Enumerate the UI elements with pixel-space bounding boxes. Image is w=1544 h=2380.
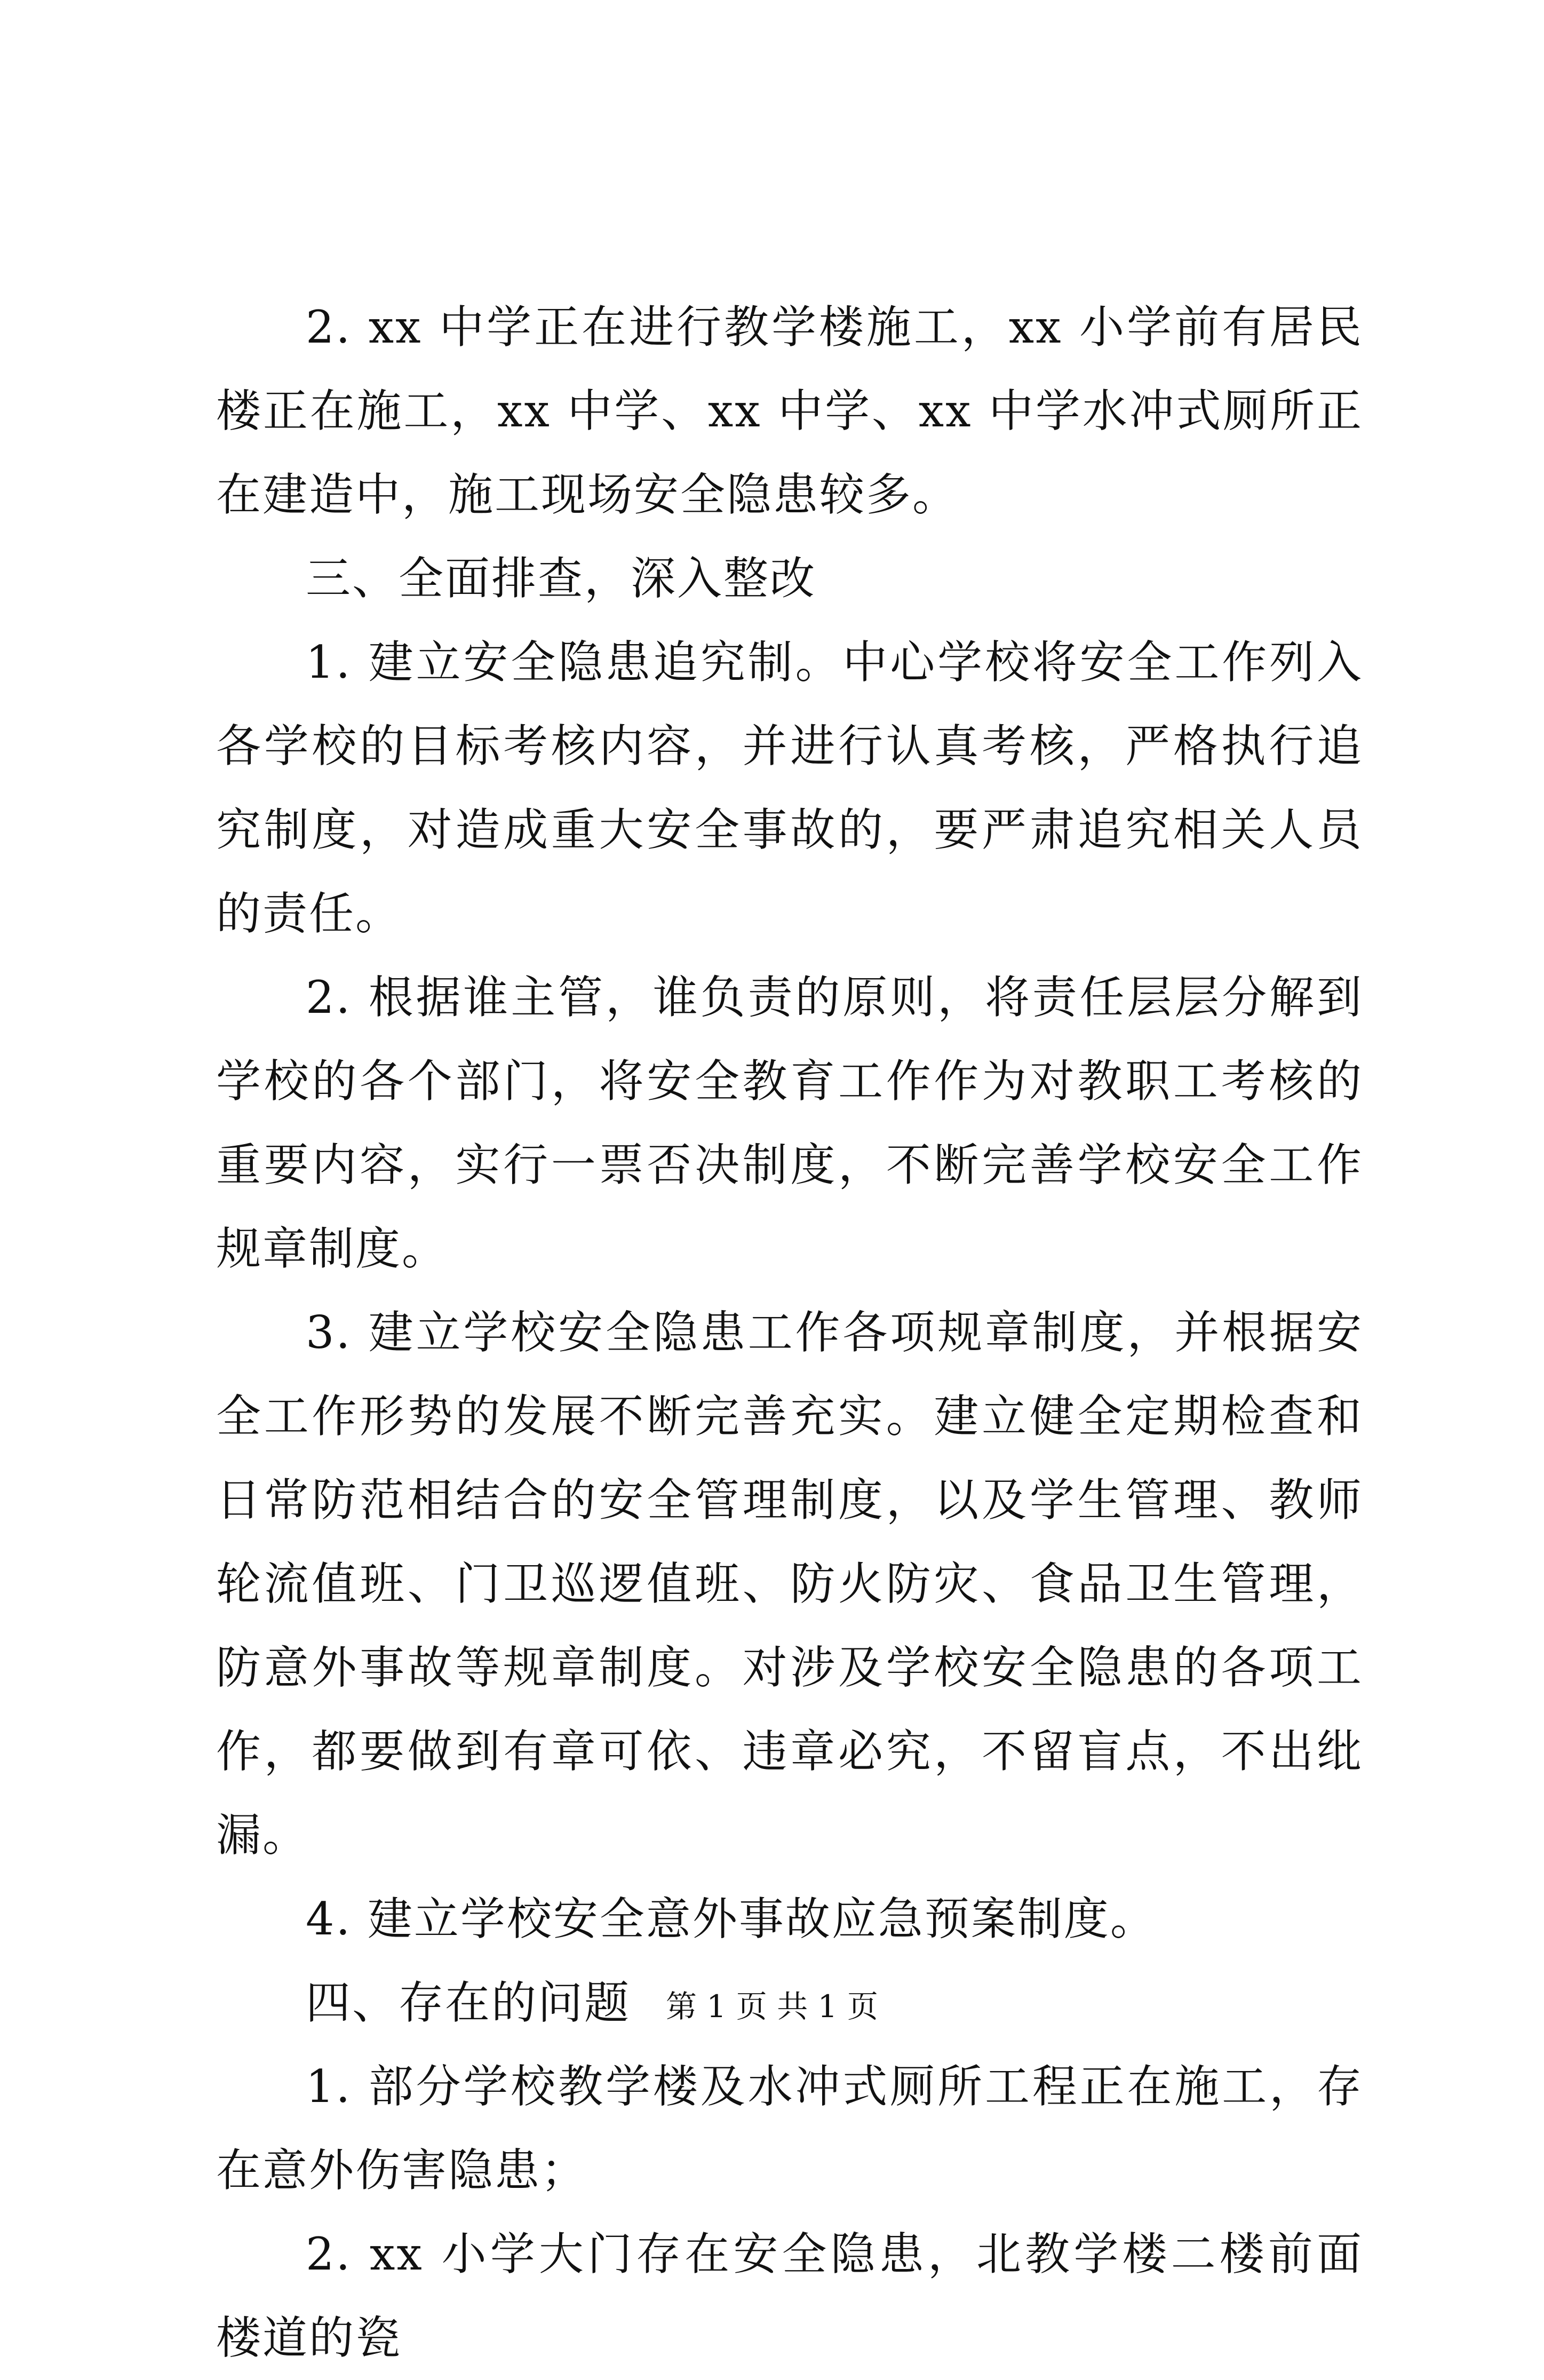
page-number-footer: 第 1 页 共 1 页 bbox=[666, 1988, 878, 2025]
paragraph-regulations: 3. 建立学校安全隐患工作各项规章制度，并根据安全工作形势的发展不断完善充实。建立健全定期检查和日常防范相结合的安全管理制度，以及学生管理、教师轮流值班、门卫巡逻值班、防火防灾、食品卫生管理，防意外事故等规章制度。对涉及学校安全隐患的各项工作，都要做到有章可依、违章必究，不留盲点，不出纰漏。 bbox=[216, 1306, 1363, 1861]
section-heading-inspection: 三、全面排查，深入整改 bbox=[306, 552, 817, 605]
paragraph-problem-construction: 1. 部分学校教学楼及水冲式厕所工程正在施工，存在意外伤害隐患； bbox=[216, 2060, 1363, 2196]
paragraph-emergency-plan: 4. 建立学校安全意外事故应急预案制度。 bbox=[306, 1893, 1157, 1945]
paragraph-responsibility: 2. 根据谁主管，谁负责的原则，将责任层层分解到学校的各个部门，将安全教育工作作为对教职工考核的重要内容，实行一票否决制度，不断完善学校安全工作规章制度。 bbox=[216, 971, 1363, 1275]
section-heading-problems: 四、存在的问题 bbox=[306, 1977, 631, 2029]
paragraph-problem-gate: 2. xx 小学大门存在安全隐患，北教学楼二楼前面楼道的瓷 bbox=[216, 2228, 1363, 2364]
paragraph-construction-hazards: 2. xx 中学正在进行教学楼施工，xx 小学前有居民楼正在施工，xx 中学、xx 中学、xx 中学水冲式厕所正在建造中，施工现场安全隐患较多。 bbox=[216, 301, 1364, 521]
paragraph-accountability-system: 1. 建立安全隐患追究制。中心学校将安全工作列入各学校的目标考核内容，并进行认真考核，严格执行追究制度，对造成重大安全事故的，要严肃追究相关人员的责任。 bbox=[216, 636, 1363, 940]
document-body bbox=[216, 285, 1363, 2380]
